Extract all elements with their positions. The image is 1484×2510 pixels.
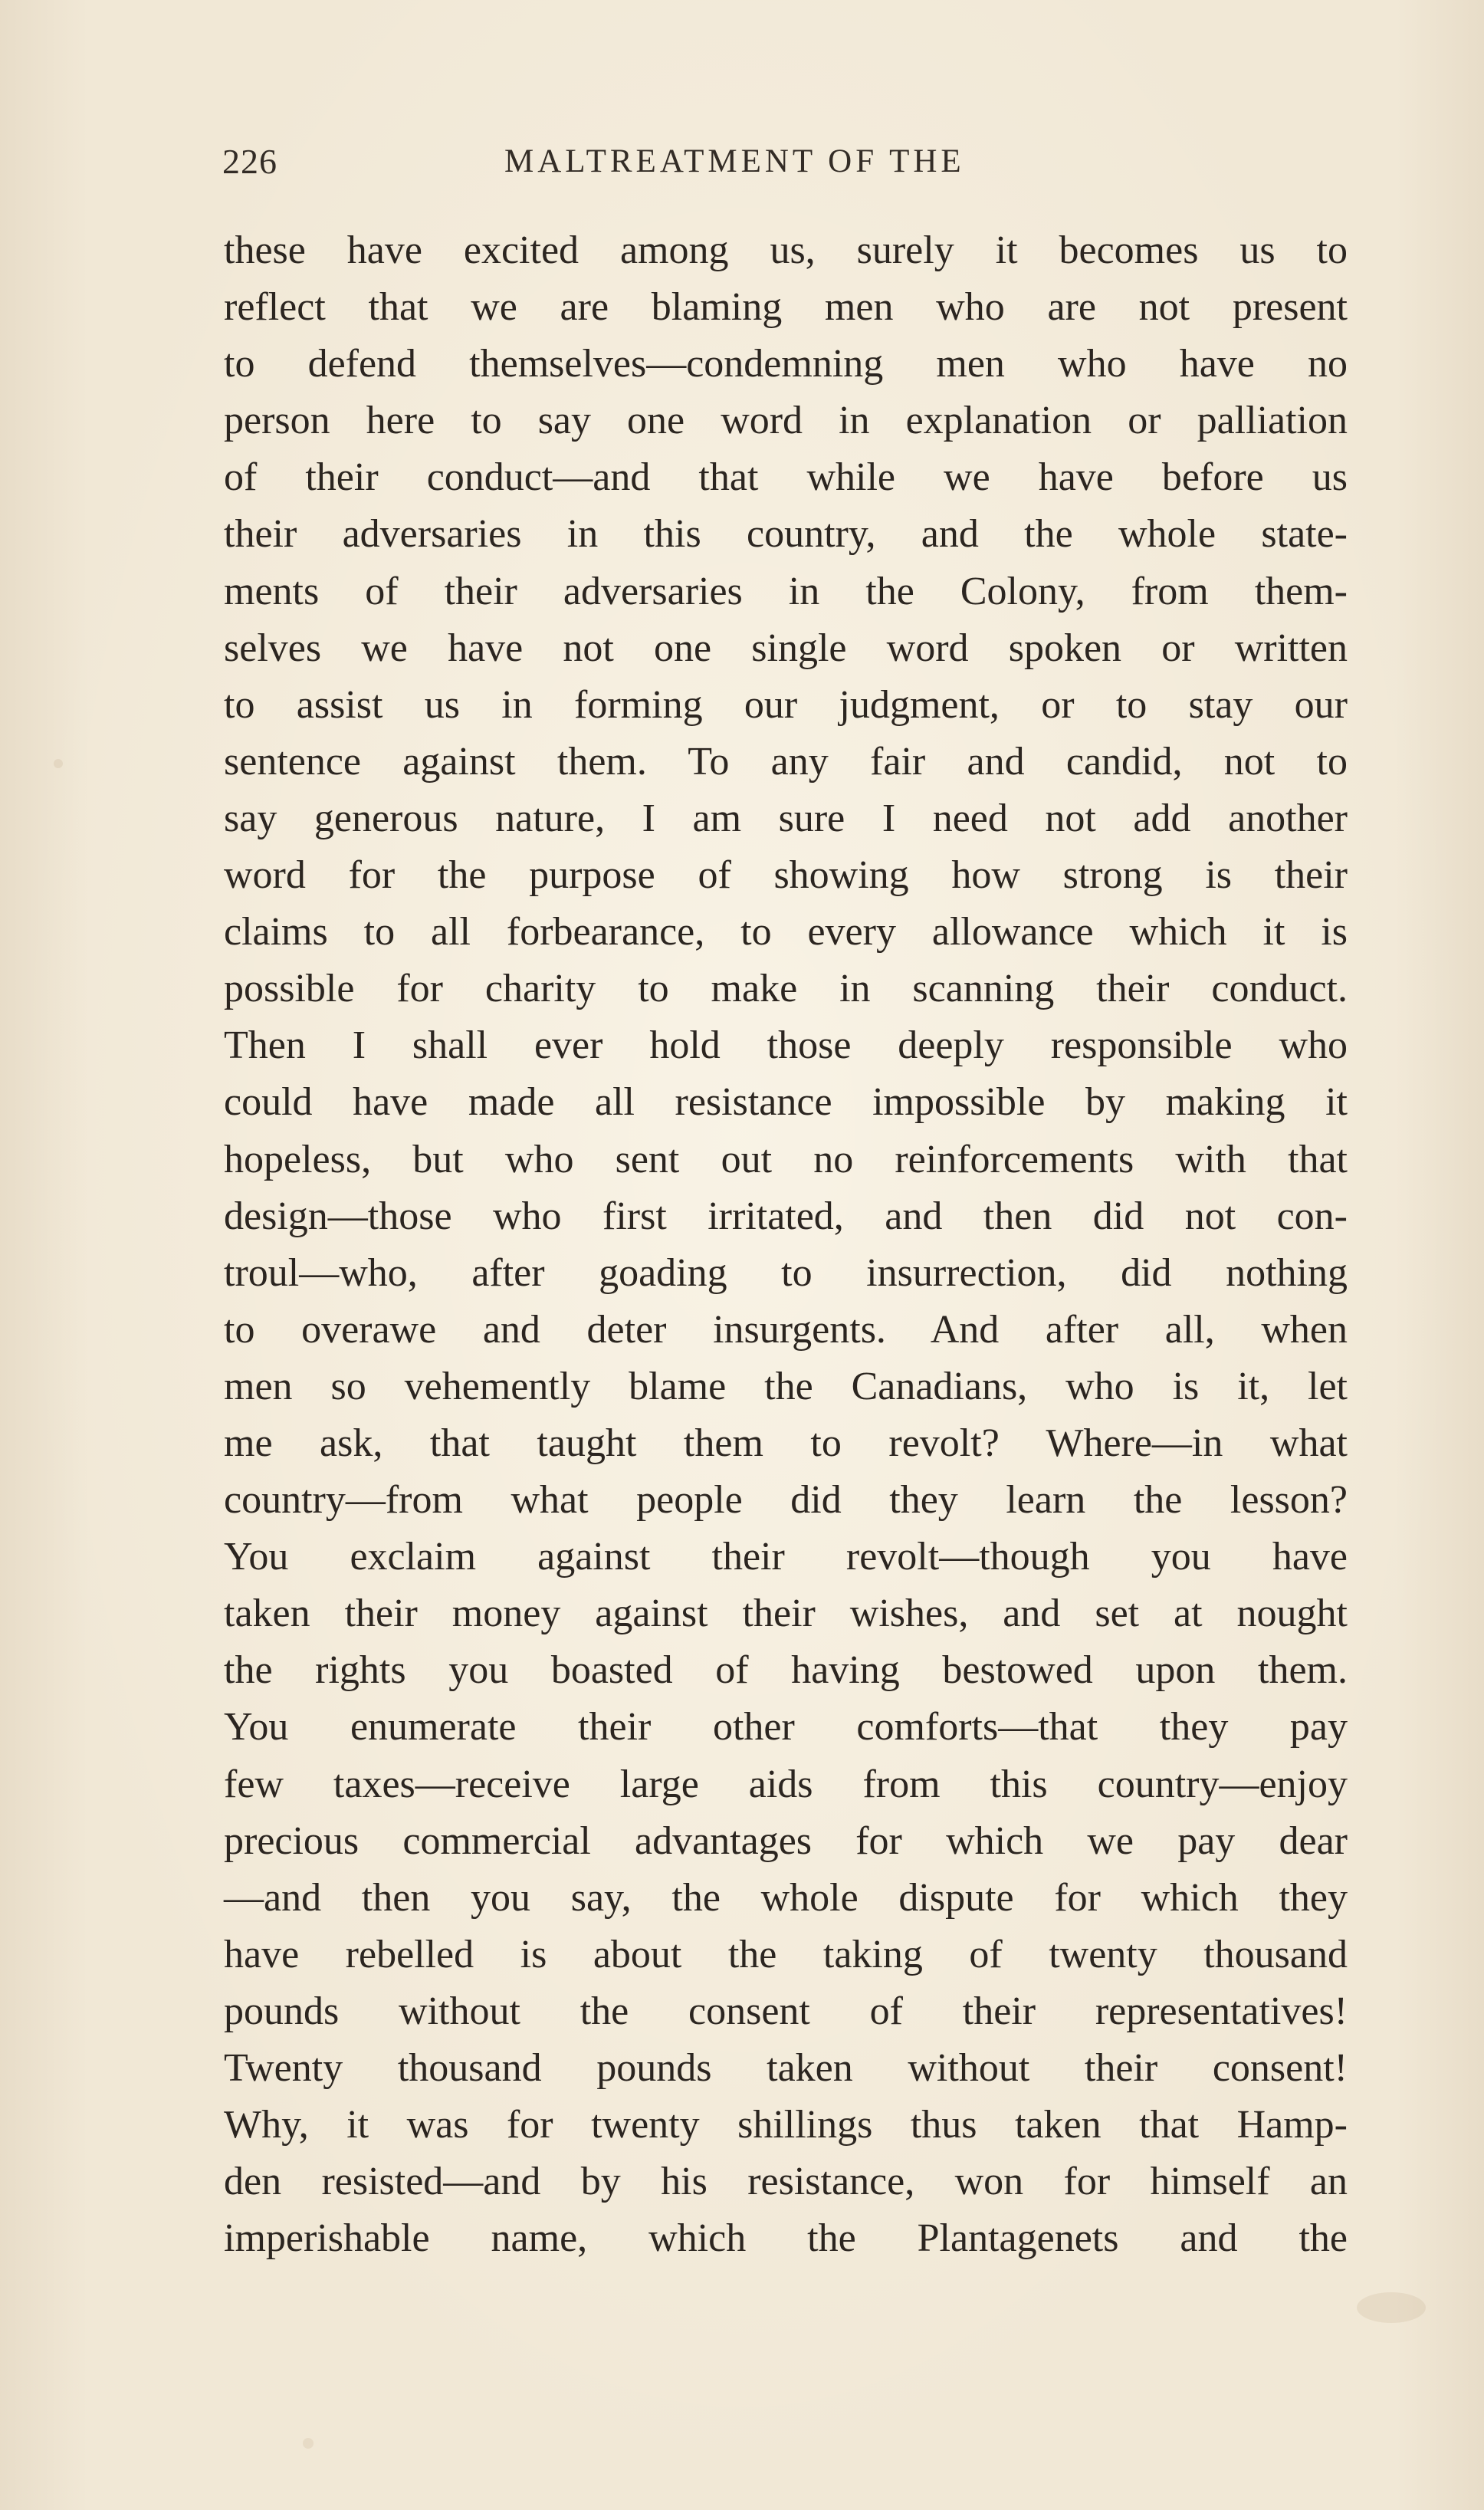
- text-line-content: few taxes—receive large aids from this country—enjoy: [224, 1762, 1348, 1806]
- text-line-content: their adversaries in this country, and the whole state-: [224, 512, 1348, 557]
- text-line-content: Twenty thousand pounds taken without their consent!: [224, 2046, 1348, 2090]
- text-line-content: imperishable name, which the Plantagenets and the: [224, 2216, 1348, 2261]
- text-line-content: to assist us in forming our judgment, or to stay our: [224, 682, 1348, 727]
- text-line: [224, 1642, 1348, 1699]
- text-line: [224, 734, 1348, 790]
- text-line: [224, 1870, 1348, 1927]
- text-line-content: pounds without the consent of their representatives!: [224, 1989, 1348, 2033]
- text-line: [224, 961, 1348, 1017]
- text-line-content: Then I shall ever hold those deeply responsible who: [224, 1023, 1348, 1068]
- text-line: [224, 1585, 1348, 1642]
- text-line: [224, 2097, 1348, 2154]
- text-line-content: selves we have not one single word spoken or written: [224, 626, 1348, 670]
- text-line-content: reflect that we are blaming men who are not present: [224, 285, 1348, 330]
- text-line: [224, 1188, 1348, 1245]
- text-line-content: men so vehemently blame the Canadians, who is it, let: [224, 1364, 1348, 1408]
- text-line: [224, 1927, 1348, 1983]
- text-line-content: to overawe and deter insurgents. And after all, when: [224, 1307, 1348, 1352]
- text-line-content: word for the purpose of showing how strong is their: [224, 853, 1348, 898]
- text-line: [224, 222, 1348, 279]
- page-number: 226: [222, 142, 277, 181]
- text-line: [224, 1017, 1348, 1074]
- text-line: [224, 563, 1348, 620]
- text-line: [224, 449, 1348, 506]
- text-line-content: have rebelled is about the taking of twenty thousand: [224, 1932, 1348, 1976]
- running-head: [222, 141, 1349, 195]
- text-line-content: sentence against them. To any fair and candid, not to: [224, 739, 1348, 784]
- text-line: [224, 904, 1348, 961]
- text-line-content: precious commercial advantages for which we pay dear: [224, 1818, 1348, 1863]
- text-line-content: claims to all forbearance, to every allowance which it is: [224, 910, 1348, 954]
- text-line-content: person here to say one word in explanation or palliation: [224, 399, 1348, 443]
- text-line-content: hopeless, but who sent out no reinforcements with that: [224, 1137, 1348, 1181]
- body-text: [224, 222, 1348, 2267]
- text-line: [224, 1472, 1348, 1529]
- text-line: [224, 2210, 1348, 2267]
- text-line: [224, 1358, 1348, 1415]
- text-line: [224, 2154, 1348, 2210]
- text-line: [224, 1302, 1348, 1358]
- text-line: [224, 1813, 1348, 1870]
- text-line-content: You enumerate their other comforts—that they pay: [224, 1705, 1348, 1749]
- text-line-content: den resisted—and by his resistance, won for himself an: [224, 2160, 1348, 2204]
- text-line-content: —and then you say, the whole dispute for which they: [224, 1875, 1348, 1920]
- text-line: [224, 393, 1348, 449]
- text-line-content: country—from what people did they learn the lesson?: [224, 1478, 1348, 1523]
- paper-stain: [54, 759, 63, 768]
- text-line: [224, 506, 1348, 563]
- text-line-content: could have made all resistance impossible by making it: [224, 1080, 1348, 1125]
- text-line: [224, 1132, 1348, 1188]
- text-line-content: of their conduct—and that while we have before us: [224, 455, 1348, 500]
- text-line-content: design—those who first irritated, and then did not con-: [224, 1194, 1348, 1238]
- text-line: [224, 847, 1348, 904]
- text-line: [224, 279, 1348, 336]
- text-line: [224, 677, 1348, 734]
- text-line: [224, 790, 1348, 847]
- text-line: [224, 1983, 1348, 2040]
- text-line-content: Why, it was for twenty shillings thus taken that Hamp-: [224, 2103, 1348, 2147]
- text-line-content: these have excited among us, surely it becomes us to: [224, 228, 1348, 272]
- text-line-content: possible for charity to make in scanning their conduct.: [224, 967, 1348, 1011]
- text-line: [224, 336, 1348, 393]
- text-line-content: to defend themselves—condemning men who have no: [224, 342, 1348, 386]
- running-head-title: MALTREATMENT OF THE: [504, 143, 965, 179]
- text-line: [224, 1415, 1348, 1472]
- paper-stain: [303, 2438, 314, 2449]
- text-line: [224, 620, 1348, 677]
- text-line: [224, 1245, 1348, 1302]
- text-line: [224, 1529, 1348, 1585]
- text-line-content: You exclaim against their revolt—though you have: [224, 1535, 1348, 1579]
- text-line-content: the rights you boasted of having bestowed upon them.: [224, 1648, 1348, 1693]
- text-line: [224, 2040, 1348, 2097]
- text-line-content: me ask, that taught them to revolt? Where—in what: [224, 1421, 1348, 1465]
- text-line: [224, 1074, 1348, 1131]
- text-line-content: troul—who, after goading to insurrection, did nothing: [224, 1250, 1348, 1295]
- text-line-content: say generous nature, I am sure I need not add another: [224, 796, 1348, 840]
- text-line-content: taken their money against their wishes, and set at nought: [224, 1592, 1348, 1636]
- text-line-content: ments of their adversaries in the Colony, from them-: [224, 569, 1348, 613]
- text-line: [224, 1699, 1348, 1756]
- paper-stain: [1357, 2292, 1426, 2323]
- text-line: [224, 1756, 1348, 1813]
